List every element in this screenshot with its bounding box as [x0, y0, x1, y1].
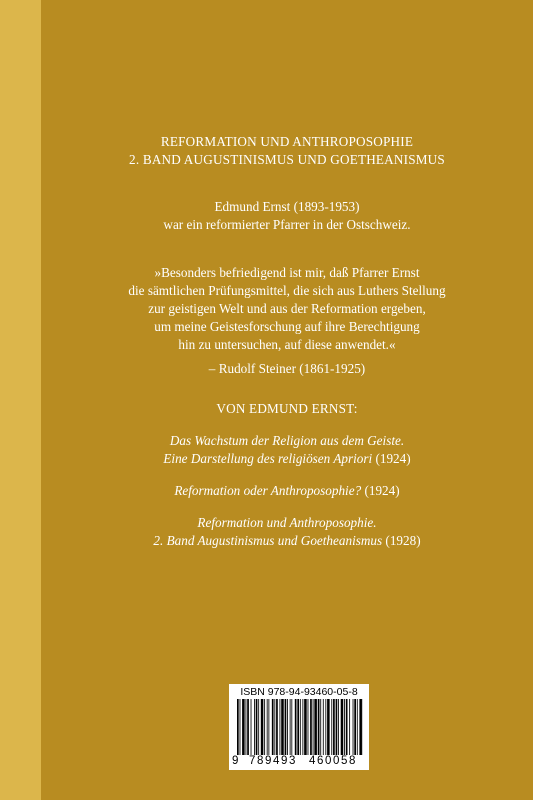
isbn-label: ISBN 978-94-93460-05-8: [240, 686, 358, 698]
barcode-bar: [295, 699, 297, 755]
author-bio-line-1: Edmund Ernst (1893-1953): [214, 199, 360, 214]
quote-line: hin zu untersuchen, auf diese anwendet.«: [178, 337, 396, 352]
barcode-bar: [261, 699, 264, 755]
barcode-bar: [314, 699, 317, 755]
barcode-bar: [280, 699, 281, 755]
quote-line: »Besonders befriedigend ist mir, daß Pfarrer Ernst: [154, 265, 420, 280]
book-entry: [41, 514, 533, 550]
barcode-bar: [308, 699, 309, 755]
barcode-bar: [258, 699, 259, 755]
book-title-line: Reformation oder Anthroposophie? (1924): [174, 483, 400, 498]
book-title-line-1: REFORMATION UND ANTHROPOSOPHIE: [160, 134, 414, 149]
barcode-bar: [240, 699, 241, 755]
barcode-bar: [300, 699, 301, 755]
book-entry: [41, 432, 533, 468]
book-title-line-2: 2. BAND AUGUSTINISMUS UND GOETHEANISMUS: [129, 152, 445, 167]
book-entry: [41, 482, 533, 500]
quote-line: die sämtlichen Prüfungsmittel, die sich aus Luthers Stellung: [128, 283, 446, 298]
barcode-digit-first: 9: [232, 755, 239, 767]
book-title-line: Eine Darstellung des religiösen Apriori (1924): [163, 451, 411, 466]
barcode-bar: [256, 699, 258, 755]
barcode-bar: [357, 699, 358, 755]
isbn-barcode: [229, 684, 369, 770]
steiner-quote: [41, 264, 533, 378]
barcode-bar: [290, 699, 291, 755]
barcode-bar: [313, 699, 314, 755]
barcode-bar: [325, 699, 326, 755]
barcode-bar: [304, 699, 307, 755]
barcode-bar: [359, 699, 362, 755]
barcode-bar: [237, 699, 239, 755]
barcode-bar: [267, 699, 268, 755]
barcode-bar: [297, 699, 299, 755]
back-cover-text: [41, 133, 533, 550]
barcode-digits-right: 460058: [309, 755, 357, 767]
quote-line: zur geistigen Welt und aus der Reformation ergeben,: [148, 301, 426, 316]
barcode-bar: [302, 699, 303, 755]
author-bio-line-2: war ein reformierter Pfarrer in der Ostschweiz.: [163, 217, 411, 232]
barcode-bar: [331, 699, 332, 755]
barcode-bar: [323, 699, 324, 755]
barcode-bar: [264, 699, 265, 755]
barcode-bar: [349, 699, 350, 755]
barcode-bar: [285, 699, 287, 755]
barcode-bar: [268, 699, 269, 755]
quote-line: um meine Geistesforschung auf ihre Berechtigung: [154, 319, 420, 334]
barcode-bar: [287, 699, 288, 755]
barcode-bar: [276, 699, 278, 755]
barcode-digits-left: 789493: [249, 755, 297, 767]
barcode-bar: [254, 699, 255, 755]
barcode-bar: [327, 699, 330, 755]
barcode-bar: [333, 699, 335, 755]
spine-strip: [0, 0, 41, 800]
barcode-bar: [344, 699, 345, 755]
book-title-line: Das Wachstum der Religion aus dem Geiste.: [169, 433, 405, 448]
barcode-bar: [247, 699, 249, 755]
barcode-bar: [336, 699, 338, 755]
barcode-bar: [338, 699, 339, 755]
barcode-bar: [251, 699, 252, 755]
works-heading: VON EDMUND ERNST:: [216, 401, 358, 416]
barcode-bar: [341, 699, 344, 755]
barcode-bar: [310, 699, 312, 755]
barcode-bar: [320, 699, 321, 755]
barcode-bar: [274, 699, 275, 755]
barcode-bars: [237, 699, 363, 755]
quote-attribution: – Rudolf Steiner (1861-1925): [208, 361, 366, 376]
barcode-bar: [246, 699, 247, 755]
book-title-line: 2. Band Augustinismus und Goetheanismus (1928): [153, 533, 421, 548]
book-title-line: Reformation und Anthroposophie.: [197, 515, 377, 530]
barcode-bar: [346, 699, 348, 755]
barcode-bar: [353, 699, 354, 755]
barcode-bar: [291, 699, 292, 755]
barcode-bar: [281, 699, 284, 755]
author-bio: [41, 198, 533, 234]
barcode-bar: [354, 699, 356, 755]
barcode-bar: [242, 699, 245, 755]
barcode-bar: [272, 699, 274, 755]
barcode-bar: [318, 699, 320, 755]
